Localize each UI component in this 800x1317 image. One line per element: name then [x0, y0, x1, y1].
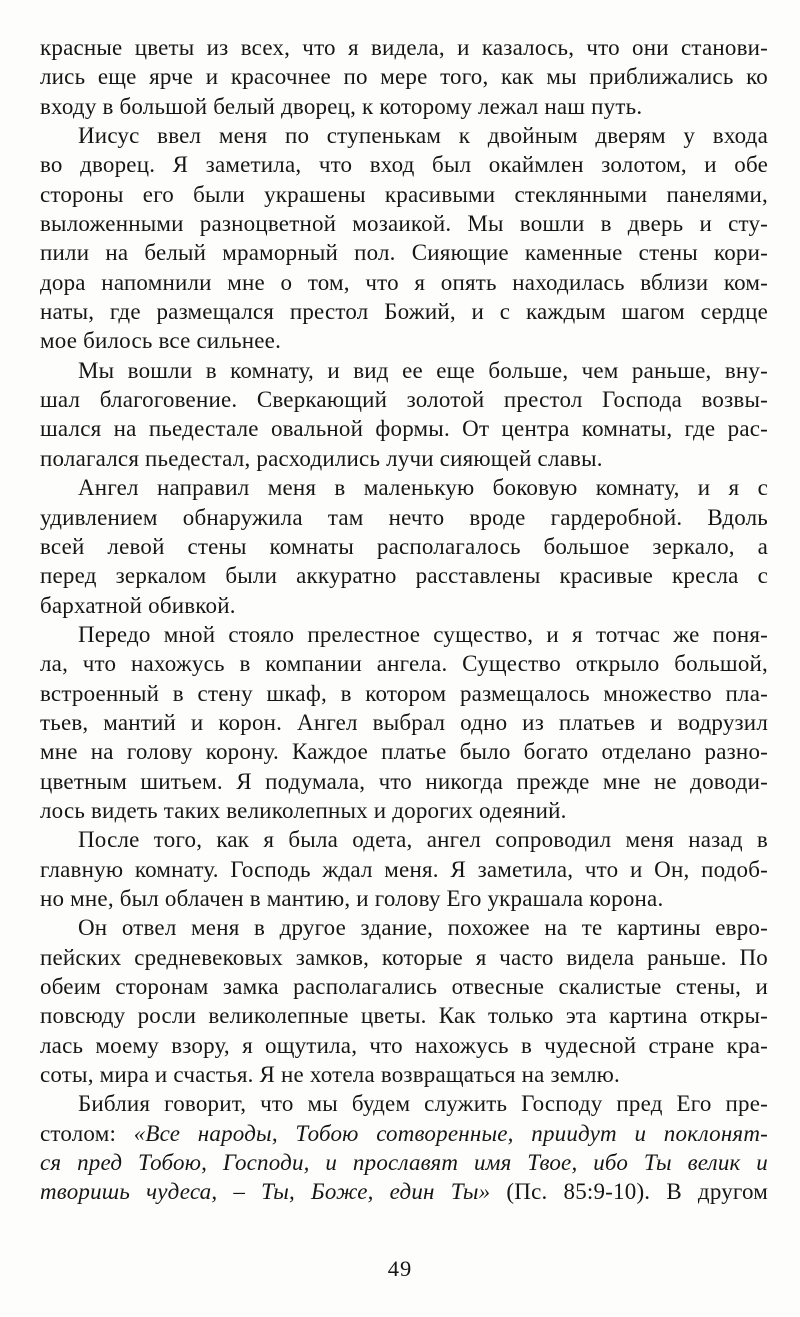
text-line: [40, 737, 768, 766]
text-line: [40, 180, 768, 209]
text-segment: обеим сторонам замка располагались отвесные скалистые стены, и: [40, 974, 768, 999]
text-line: [40, 1001, 768, 1030]
text-line: [40, 708, 768, 737]
text-segment: пили на белый мраморный пол. Сияющие каменные стены кори-: [40, 240, 768, 266]
text-segment: цветным шитьем. Я подумала, что никогда прежде мне не доводи-: [40, 768, 768, 794]
text-segment: пейских средневековых замков, которые я часто видела раньше. По: [40, 944, 768, 970]
text-line: [40, 796, 768, 825]
text-segment: но мне, был облачен в мантию, и голову Его украшала корона.: [40, 885, 664, 911]
text-line: [40, 356, 768, 385]
text-line: [40, 385, 768, 414]
text-segment: Иисус ввел меня по ступенькам к двойным дверям у входа: [78, 123, 768, 149]
text-line: [40, 92, 768, 121]
text-segment: столом:: [40, 1120, 134, 1146]
text-line: [40, 561, 768, 590]
text-segment: стороны его были украшены красивыми стеклянными панелями,: [40, 181, 768, 207]
text-segment: всей левой стены комнаты располагалось большое зеркало, а: [40, 533, 768, 559]
text-line: [40, 943, 768, 972]
text-line: [40, 679, 768, 708]
text-line: [40, 620, 768, 649]
text-line: [40, 767, 768, 796]
scripture-quote-segment: ся пред Тобою, Господи, и прославят имя Твое, ибо Ты велик и: [40, 1150, 768, 1176]
text-line: [40, 972, 768, 1001]
text-segment: Мы вошли в комнату, и вид ее еще больше, чем раньше, вну-: [78, 357, 768, 383]
text-segment: (Пс. 85:9-10). В другом: [490, 1179, 768, 1205]
text-line: [40, 884, 768, 913]
text-segment: шался на пьедестале овальной формы. От центра комнаты, где рас-: [40, 416, 768, 442]
scripture-quote-segment: творишь чудеса, – Ты, Боже, един Ты»: [40, 1179, 491, 1205]
text-line: [40, 591, 768, 620]
text-line: [40, 473, 768, 502]
text-segment: Библия говорит, что мы будем служить Господу пред Его пре-: [78, 1091, 768, 1117]
text-segment: встроенный в стену шкаф, в котором размещалось множество пла-: [40, 680, 768, 706]
text-segment: После того, как я была одета, ангел сопроводил меня назад в: [78, 827, 768, 853]
text-line: [40, 326, 768, 355]
text-segment: бархатной обивкой.: [40, 592, 236, 618]
text-line: [40, 209, 768, 238]
text-segment: ла, что нахожусь в компании ангела. Существо открыло большой,: [40, 651, 768, 677]
text-segment: Он отвел меня в другое здание, похожее на те картины евро-: [78, 915, 768, 941]
text-segment: лись еще ярче и красочнее по мере того, как мы приближались ко: [40, 64, 768, 90]
text-line: [40, 1177, 768, 1206]
text-line: [40, 414, 768, 443]
text-segment: наты, где размещался престол Божий, и с каждым шагом сердце: [40, 299, 768, 325]
text-line: [40, 150, 768, 179]
text-segment: красные цветы из всех, что я видела, и казалось, что они станови-: [40, 35, 768, 60]
text-line: [40, 532, 768, 561]
text-line: [40, 503, 768, 532]
text-line: [40, 649, 768, 678]
text-segment: тьев, мантий и корон. Ангел выбрал одно из платьев и водрузил: [40, 709, 768, 735]
text-line: [40, 33, 768, 62]
text-segment: лось видеть таких великолепных и дорогих одеяний.: [40, 797, 567, 823]
text-segment: входу в большой белый дворец, к которому лежал наш путь.: [40, 93, 643, 119]
text-line: [40, 1148, 768, 1177]
text-line: [40, 297, 768, 326]
text-segment: шал благоговение. Сверкающий золотой престол Господа возвы-: [40, 387, 768, 413]
text-segment: повсюду росли великолепные цветы. Как только эта картина откры-: [40, 1003, 768, 1029]
page-number: 49: [387, 1256, 413, 1281]
text-line: [40, 1089, 768, 1118]
text-line: [40, 1031, 768, 1060]
text-segment: полагался пьедестал, расходились лучи сияющей славы.: [40, 445, 603, 471]
text-segment: главную комнату. Господь ждал меня. Я заметила, что и Он, подоб-: [40, 856, 768, 882]
text-line: [40, 1060, 768, 1089]
text-segment: соты, мира и счастья. Я не хотела возвращаться на землю.: [40, 1062, 621, 1088]
text-line: [40, 855, 768, 884]
text-segment: во дворец. Я заметила, что вход был окаймлен золотом, и обе: [40, 152, 768, 178]
text-segment: дора напомнили мне о том, что я опять находилась вблизи ком-: [40, 269, 768, 295]
text-line: [40, 444, 768, 473]
text-line: [40, 913, 768, 942]
page-text: [40, 33, 768, 1207]
text-line: [40, 62, 768, 91]
text-segment: мне на голову корону. Каждое платье было богато отделано разно-: [40, 739, 768, 765]
text-segment: выложенными разноцветной мозаикой. Мы вошли в дверь и сту-: [40, 211, 768, 237]
text-line: [40, 121, 768, 150]
text-segment: мое билось все сильнее.: [40, 328, 282, 354]
text-segment: Передо мной стояло прелестное существо, и я тотчас же поня-: [78, 621, 768, 647]
text-segment: удивлением обнаружила там нечто вроде гардеробной. Вдоль: [40, 504, 768, 530]
text-segment: Ангел направил меня в маленькую боковую комнату, и я с: [78, 475, 768, 501]
text-segment: лась моему взору, я ощутила, что нахожусь в чудесной стране кра-: [40, 1032, 768, 1058]
text-line: [40, 238, 768, 267]
scripture-quote-segment: «Все народы, Тобою сотворенные, приидут и поклонят-: [133, 1120, 768, 1146]
text-line: [40, 825, 768, 854]
text-line: [40, 268, 768, 297]
text-segment: перед зеркалом были аккуратно расставлены красивые кресла с: [40, 563, 768, 589]
text-line: [40, 1119, 768, 1148]
